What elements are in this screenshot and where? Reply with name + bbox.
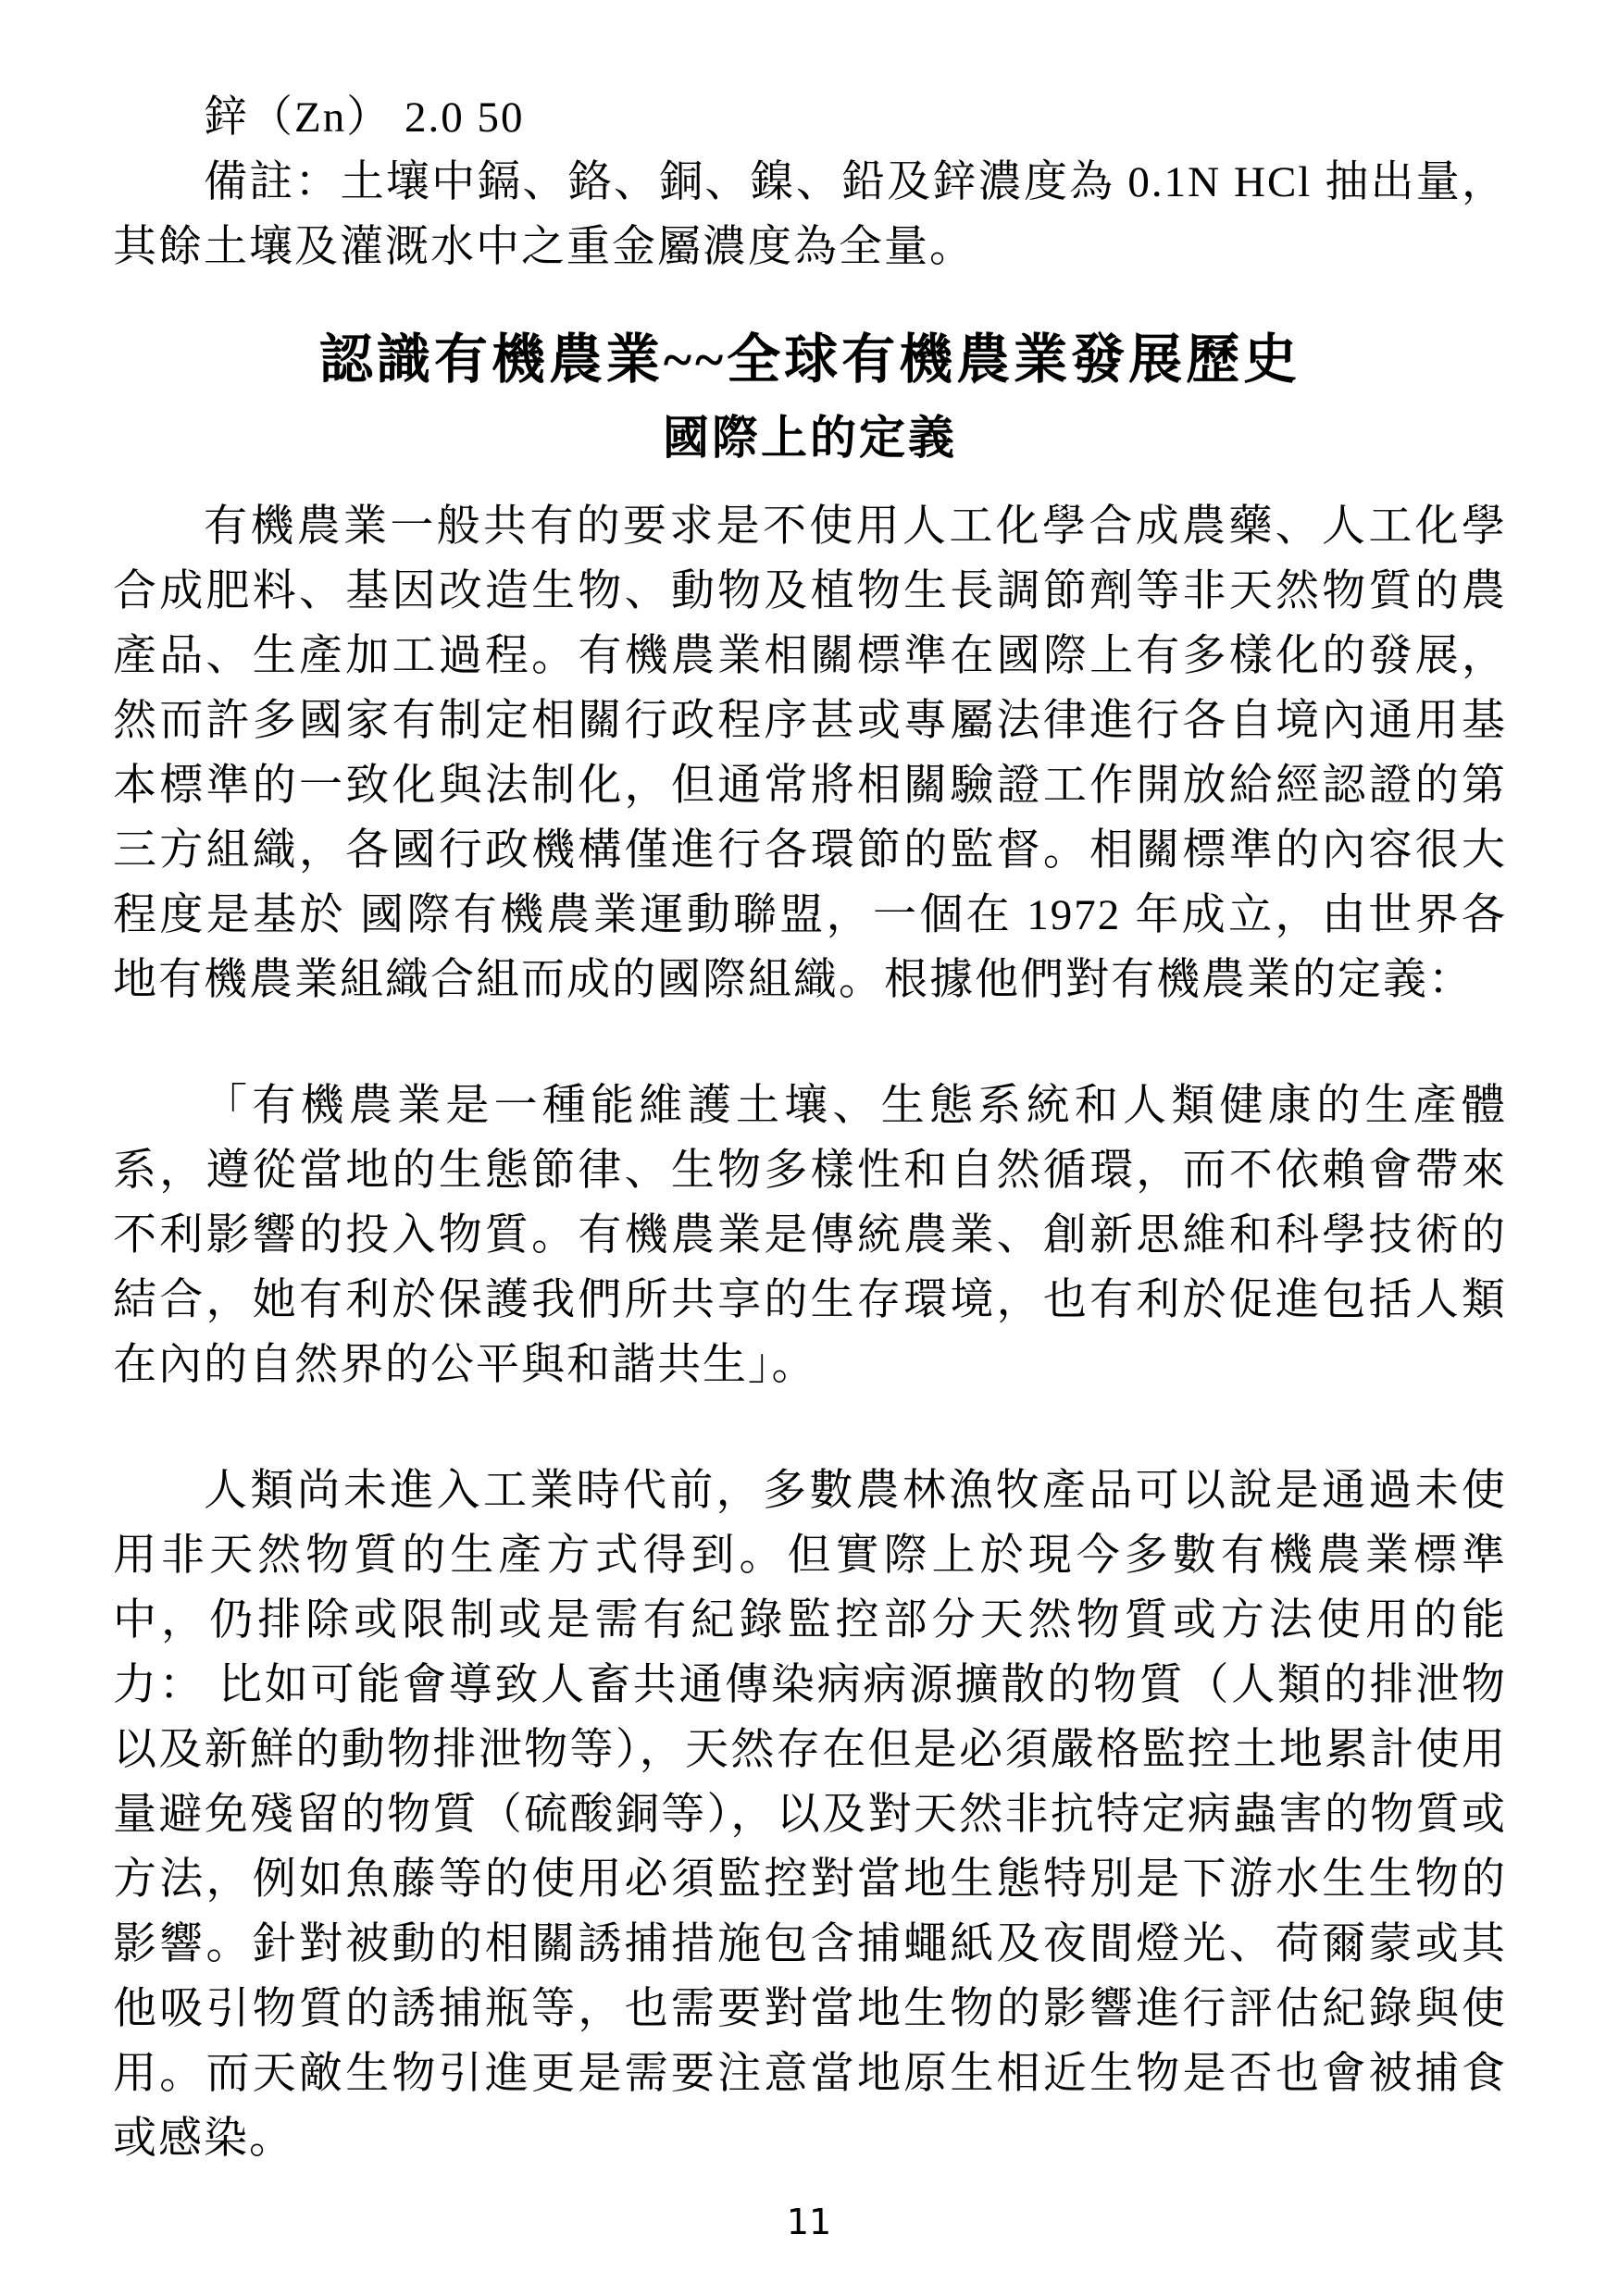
paragraph-organic-standards: 有機農業一般共有的要求是不使用人工化學合成農藥、人工化學合成肥料、基因改造生物、動物及植物生長調節劑等非天然物質的農產品、生產加工過程。有機農業相關標準在國際上有多樣化的發展，然而許多國家有制定相關行政程序甚或專屬法律進行各自境內通用基本標準的一致化與法制化，但通常將相關驗證工作開放給經認證的第三方組織，各國行政機構僅進行各環節的監督。相關標準的內容很大程度是基於 國際有機農業運動聯盟，一個在 1972 年成立，由世界各地有機農業組織合組而成的國際組織。根據他們對有機農業的定義： [113, 503, 1507, 1004]
paragraph-preindustrial-practices: 人類尚未進入工業時代前，多數農林漁牧產品可以說是通過未使用非天然物質的生產方式得到。但實際上於現今多數有機農業標準中，仍排除或限制或是需有紀錄監控部分天然物質或方法使用的能力： 比如可能會導致人畜共通傳染病病源擴散的物質（人類的排泄物以及新鮮的動物排泄物等），天然存在但是必須嚴格監控土地累計使用量避免殘留的物質（硫酸銅等），以及對天然非抗特定病蟲害的物質或方法，例如魚藤等的使用必須監控對當地生態特別是下游水生生物的影響。針對被動的相關誘捕措施包含捕蠅紙及夜間燈光、荷爾蒙或其他吸引物質的誘捕瓶等，也需要對當地生物的影響進行評估紀錄與使用。而天敵生物引進更是需要注意當地原生相近生物是否也會被捕食或感染。 [113, 1467, 1507, 2163]
table-row-zinc: 鋅（Zn） 2.0 50 [204, 93, 525, 142]
page-number: 11 [786, 2202, 832, 2242]
note-paragraph: 備註：土壤中鎘、鉻、銅、鎳、鉛及鋅濃度為 0.1N HCl 抽出量，其餘土壤及灌溉水中之重金屬濃度為全量。 [113, 158, 1507, 271]
page-content [113, 85, 1507, 2171]
paragraph-ifoam-definition-quote: 「有機農業是一種能維護土壤、生態系統和人類健康的生產體系，遵從當地的生態節律、生物多樣性和自然循環，而不依賴會帶來不利影響的投入物質。有機農業是傳統農業、創新思維和科學技術的結合，她有利於保護我們所共享的生存環境，也有利於促進包括人類在內的自然界的公平與和諧共生」。 [113, 1082, 1507, 1389]
article-title: 認識有機農業~~全球有機農業發展歷史 [318, 329, 1301, 390]
article-subtitle: 國際上的定義 [663, 412, 957, 464]
